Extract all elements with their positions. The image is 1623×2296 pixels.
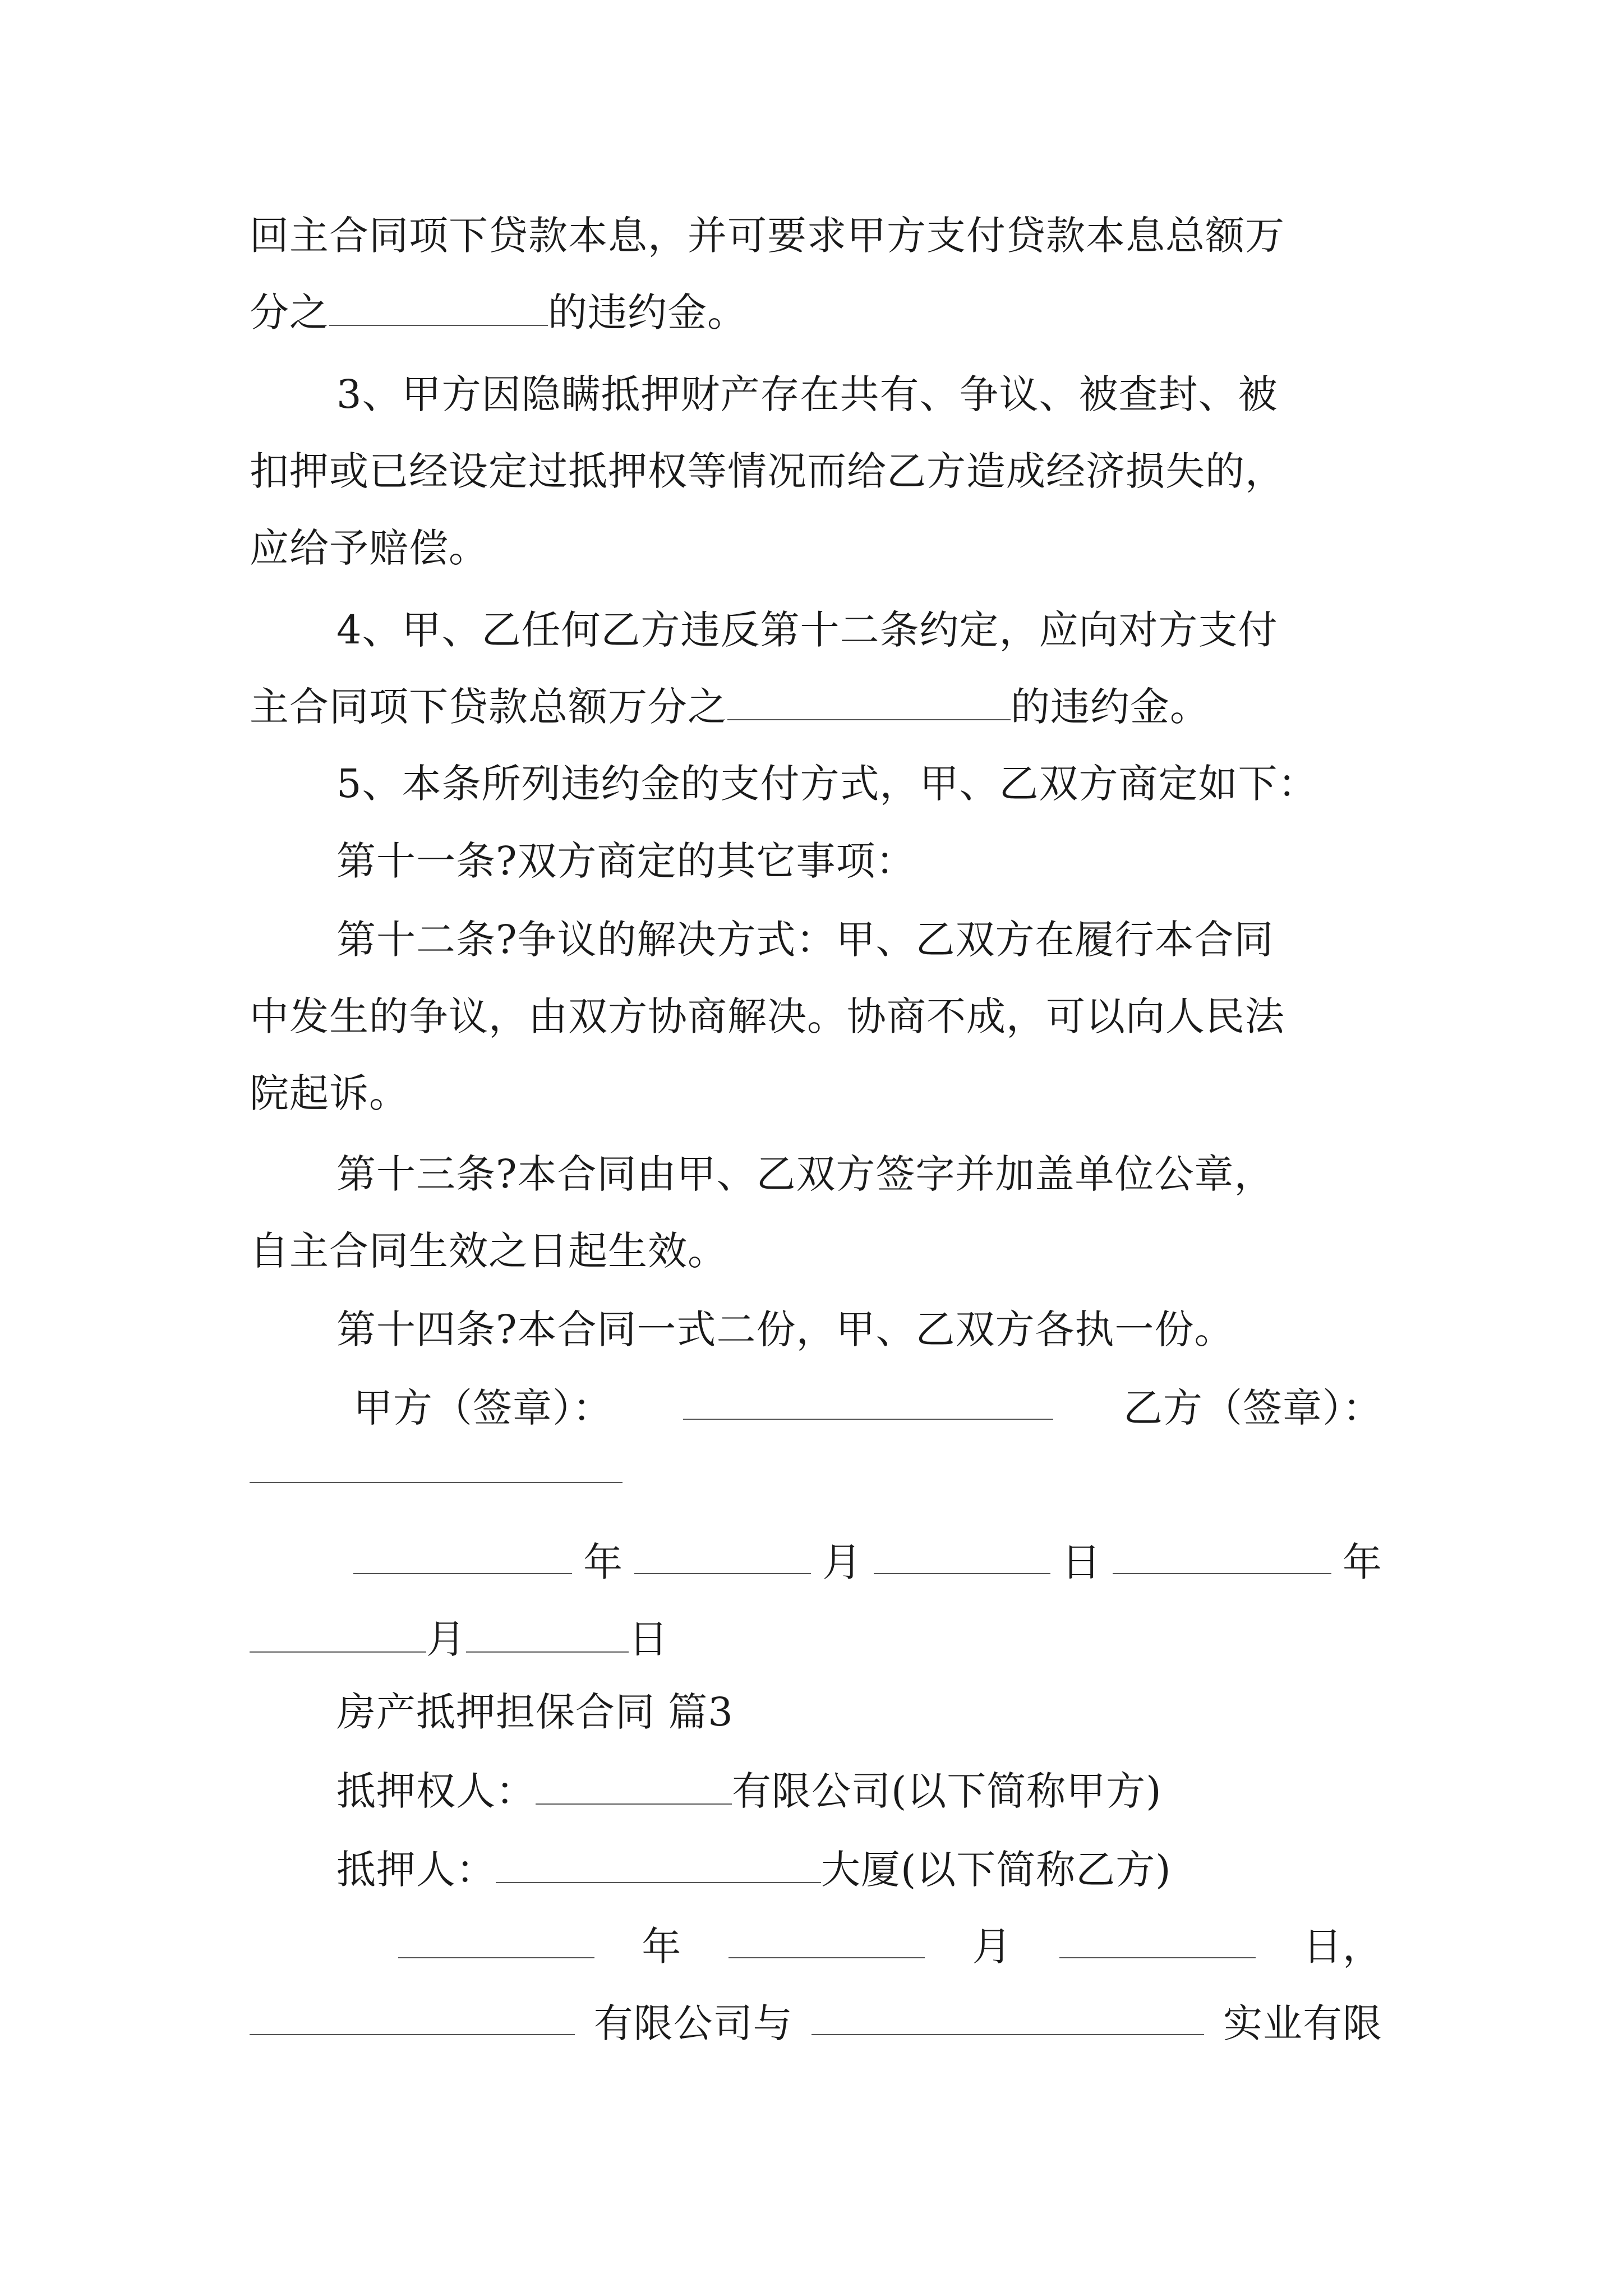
paragraph-line: 回主合同项下贷款本息，并可要求甲方支付贷款本息总额万 [250, 213, 1285, 259]
paragraph-line: 自主合同生效之日起生效。 [250, 1228, 727, 1274]
month-label: 月 [822, 1539, 863, 1585]
party-a-signature-label: 甲方（签章）： [353, 1385, 612, 1431]
paragraph-line: 4、甲、乙任何乙方违反第十二条约定，应向对方支付 [336, 607, 1278, 653]
paragraph-line: 院起诉。 [250, 1070, 409, 1116]
paragraph-line: 扣押或已经设定过抵押权等情况而给乙方造成经济损失的， [250, 448, 1285, 494]
fill-blank [466, 1616, 629, 1653]
paragraph-line [250, 1444, 1382, 1495]
date-line [398, 1921, 1382, 1972]
fill-blank [496, 1846, 821, 1883]
line-text: 的违约金。 [548, 289, 747, 335]
mortgagee-label: 抵押权人： [336, 1768, 536, 1814]
fill-blank [250, 1998, 575, 2035]
section-title: 房产抵押担保合同 篇3 [336, 1689, 734, 1735]
article-13-line: 第十三条?本合同由甲、乙双方签字并加盖单位公章， [336, 1151, 1274, 1197]
fill-blank [683, 1383, 1053, 1420]
signature-line [353, 1383, 1382, 1433]
paragraph-line: 中发生的争议，由双方协商解决。协商不成，可以向人民法 [250, 993, 1285, 1039]
party-b-signature-label: 乙方（签章）： [1123, 1385, 1382, 1431]
year-label: 年 [1342, 1539, 1382, 1585]
article-11-line: 第十一条?双方商定的其它事项： [336, 838, 916, 884]
line-text: 分之 [250, 289, 329, 335]
fill-blank [250, 1616, 426, 1653]
paragraph-line [250, 682, 1382, 732]
fill-blank [250, 1446, 623, 1483]
mortgagor-line [336, 1844, 1469, 1895]
fill-blank [1059, 1921, 1256, 1958]
year-label: 年 [583, 1539, 624, 1585]
line-text: 的违约金。 [1011, 684, 1210, 730]
date-line [250, 1614, 1382, 1664]
article-12-line: 第十二条?争议的解决方式：甲、乙双方在履行本合同 [336, 917, 1274, 963]
article-14-line: 第十四条?本合同一式二份，甲、乙双方各执一份。 [336, 1306, 1234, 1352]
paragraph-line: 5、本条所列违约金的支付方式，甲、乙双方商定如下： [336, 761, 1318, 807]
day-label: 日 [629, 1616, 668, 1662]
fill-blank [874, 1537, 1050, 1574]
fill-blank [536, 1768, 732, 1805]
fill-blank [811, 1998, 1204, 2035]
paragraph-line: 3、甲方因隐瞒抵押财产存在共有、争议、被查封、被 [336, 371, 1278, 417]
line-text: 主合同项下贷款总额万分之 [250, 684, 727, 730]
fill-blank [727, 683, 1011, 720]
fill-blank [329, 289, 548, 326]
line-text: 有限公司与 [593, 2000, 793, 2046]
paragraph-line [250, 287, 1382, 338]
paragraph-line [250, 1998, 1382, 2049]
mortgagee-suffix: 有限公司(以下简称甲方) [732, 1768, 1162, 1814]
line-text: 实业有限 [1223, 2000, 1382, 2046]
mortgagor-suffix: 大厦(以下简称乙方) [821, 1847, 1172, 1893]
month-label: 月 [426, 1616, 466, 1662]
month-label: 月 [972, 1924, 1012, 1970]
day-label: 日 [1061, 1539, 1101, 1585]
date-line [353, 1537, 1382, 1588]
mortgagee-line [336, 1766, 1469, 1816]
fill-blank [1113, 1537, 1331, 1574]
mortgagor-label: 抵押人： [336, 1847, 496, 1893]
paragraph-line: 应给予赔偿。 [250, 525, 488, 571]
fill-blank [353, 1537, 572, 1574]
day-label: 日， [1302, 1924, 1382, 1970]
fill-blank [398, 1921, 594, 1958]
fill-blank [728, 1921, 925, 1958]
fill-blank [634, 1537, 811, 1574]
year-label: 年 [642, 1924, 682, 1970]
